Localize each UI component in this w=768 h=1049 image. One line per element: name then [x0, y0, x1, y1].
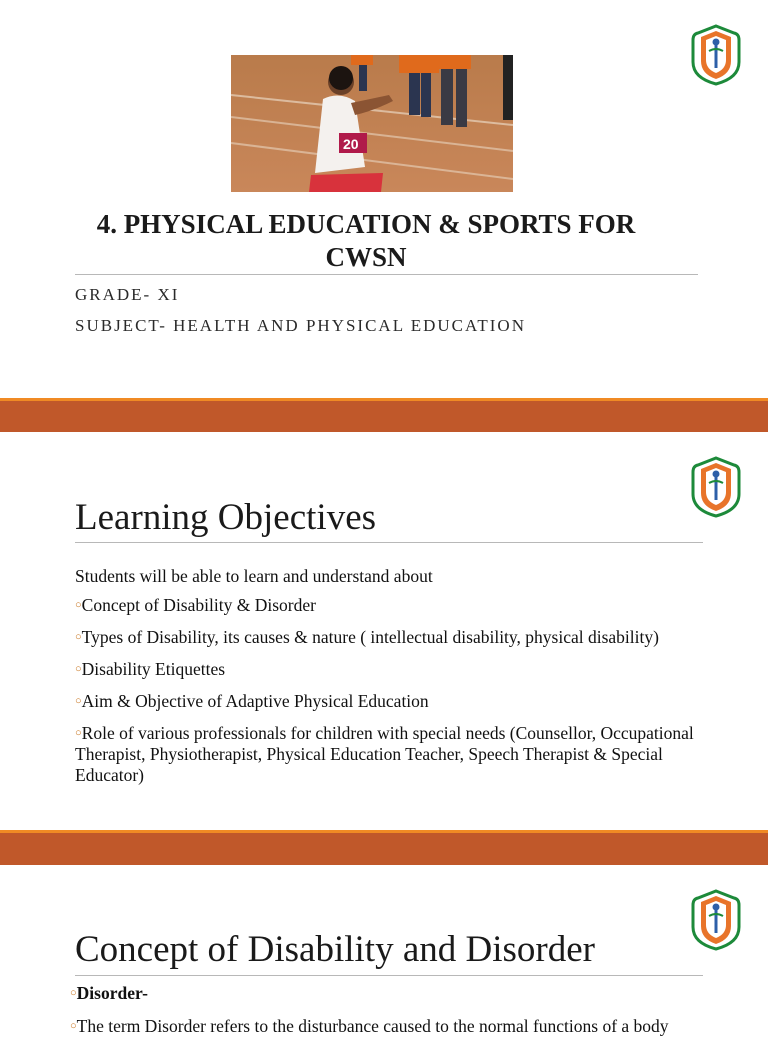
list-item [70, 983, 750, 1004]
bullet-icon: ○ [75, 663, 82, 675]
bullet-icon: ○ [75, 631, 82, 643]
bullet-icon: ○ [70, 987, 77, 999]
school-logo [691, 456, 741, 518]
bullet-icon: ○ [70, 1020, 77, 1032]
list-item-text: Aim & Objective of Adaptive Physical Education [81, 691, 429, 711]
runner-photo [231, 55, 513, 192]
bullet-icon: ○ [75, 695, 82, 707]
learning-objectives-slide [0, 432, 768, 830]
slide-separator [0, 833, 768, 865]
list-item [75, 659, 715, 680]
intro-text: Students will be able to learn and understand about [75, 566, 433, 586]
list-item-text: Role of various professionals for children with special needs (Counsellor, Occupational Therapist, Physiotherapist, Physical Education Teacher, Speech Therapist & Special Educator) [75, 723, 694, 785]
school-logo [691, 24, 741, 86]
list-item [75, 691, 715, 712]
grade-label: GRADE- XI [75, 285, 180, 304]
list-item-text: Concept of Disability & Disorder [81, 595, 316, 615]
presentation-title: 4. PHYSICAL EDUCATION & SPORTS FOR CWSN [96, 209, 636, 272]
school-logo [691, 889, 741, 951]
list-item [75, 595, 715, 616]
subject-label: SUBJECT- HEALTH AND PHYSICAL EDUCATION [75, 316, 526, 335]
slide-title: Learning Objectives [75, 497, 377, 538]
title-divider [75, 274, 698, 275]
list-item-text: Disability Etiquettes [81, 659, 226, 679]
list-item-text: Disorder- [76, 983, 148, 1003]
list-item-text: The term Disorder refers to the disturbance caused to the normal functions of a body [76, 1016, 669, 1036]
title-divider [75, 975, 703, 976]
list-item-text: Types of Disability, its causes & nature ( intellectual disability, physical disability) [81, 627, 659, 647]
list-item [75, 723, 715, 786]
title-slide [0, 0, 768, 398]
title-divider [75, 542, 703, 543]
list-item [75, 627, 715, 648]
list-item [70, 1016, 750, 1037]
concept-list [70, 983, 750, 1049]
slide-separator [0, 401, 768, 432]
bib-number: 20 [343, 136, 359, 152]
slide-title: Concept of Disability and Disorder [75, 929, 595, 970]
bullet-icon: ○ [75, 599, 82, 611]
concept-slide [0, 865, 768, 1036]
bullet-icon: ○ [75, 727, 82, 739]
objectives-list [75, 595, 715, 797]
